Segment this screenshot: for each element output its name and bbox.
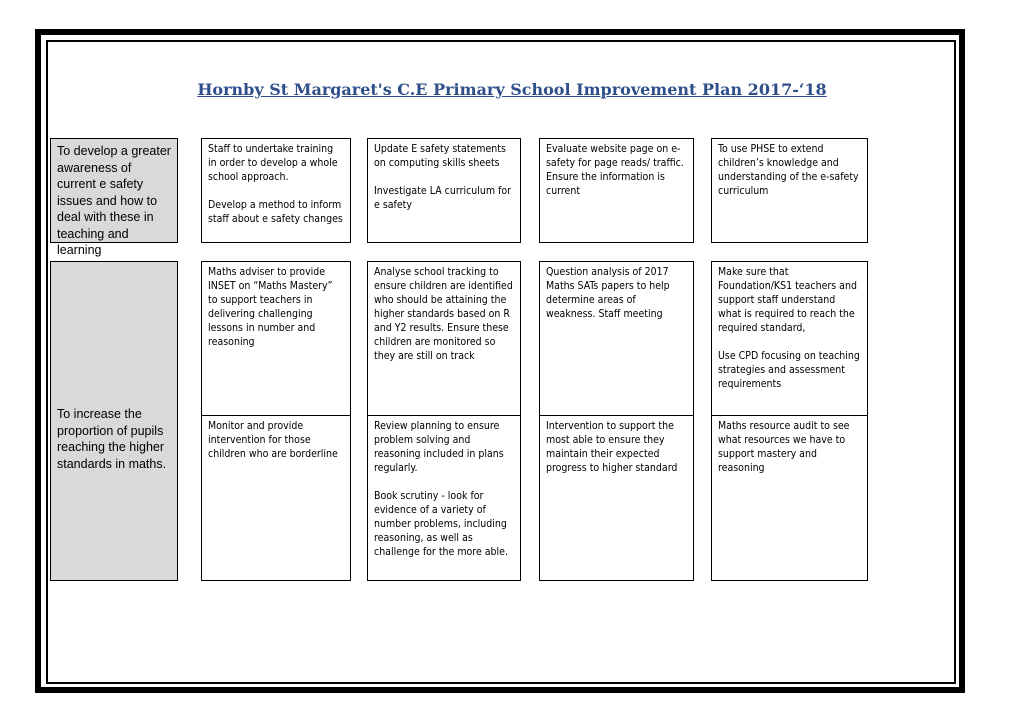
goal-maths-higher-standards — [50, 261, 178, 581]
action-maths-top-4: Make sure that Foundation/KS1 teachers and support staff understand what is required to reach the required standard, Use CPD focusing on teaching strategies and assessment requirements — [711, 261, 868, 416]
action-maths-bottom-2: Review planning to ensure problem solving and reasoning included in plans regularly. Book scrutiny - look for evidence of a variety of number problems, including reasoning, as well as challenge for the more able. — [367, 415, 521, 581]
action-e-safety-2: Update E safety statements on computing skills sheets Investigate LA curriculum for e safety — [367, 138, 521, 243]
action-maths-bottom-4: Maths resource audit to see what resources we have to support mastery and reasoning — [711, 415, 868, 581]
goal-e-safety: To develop a greater awareness of current e safety issues and how to deal with these in teaching and learning — [50, 138, 178, 243]
action-maths-top-1: Maths adviser to provide INSET on “Maths Mastery” to support teachers in delivering challenging lessons in number and reasoning — [201, 261, 351, 416]
action-e-safety-1: Staff to undertake training in order to develop a whole school approach. Develop a method to inform staff about e safety changes — [201, 138, 351, 243]
action-maths-top-2: Analyse school tracking to ensure children are identified who should be attaining the higher standards based on R and Y2 results. Ensure these children are monitored so they are still on track — [367, 261, 521, 416]
action-maths-bottom-3: Intervention to support the most able to ensure they maintain their expected progress to higher standard — [539, 415, 694, 581]
action-e-safety-3: Evaluate website page on e-safety for page reads/ traffic. Ensure the information is current — [539, 138, 694, 243]
action-maths-top-3: Question analysis of 2017 Maths SATs papers to help determine areas of weakness. Staff meeting — [539, 261, 694, 416]
page-title: Hornby St Margaret's C.E Primary School Improvement Plan 2017-‘18 — [197, 80, 827, 99]
goal-maths-text: To increase the proportion of pupils reaching the higher standards in maths. — [57, 407, 167, 471]
action-maths-bottom-1: Monitor and provide intervention for those children who are borderline — [201, 415, 351, 581]
action-e-safety-4: To use PHSE to extend children’s knowledge and understanding of the e-safety curriculum — [711, 138, 868, 243]
